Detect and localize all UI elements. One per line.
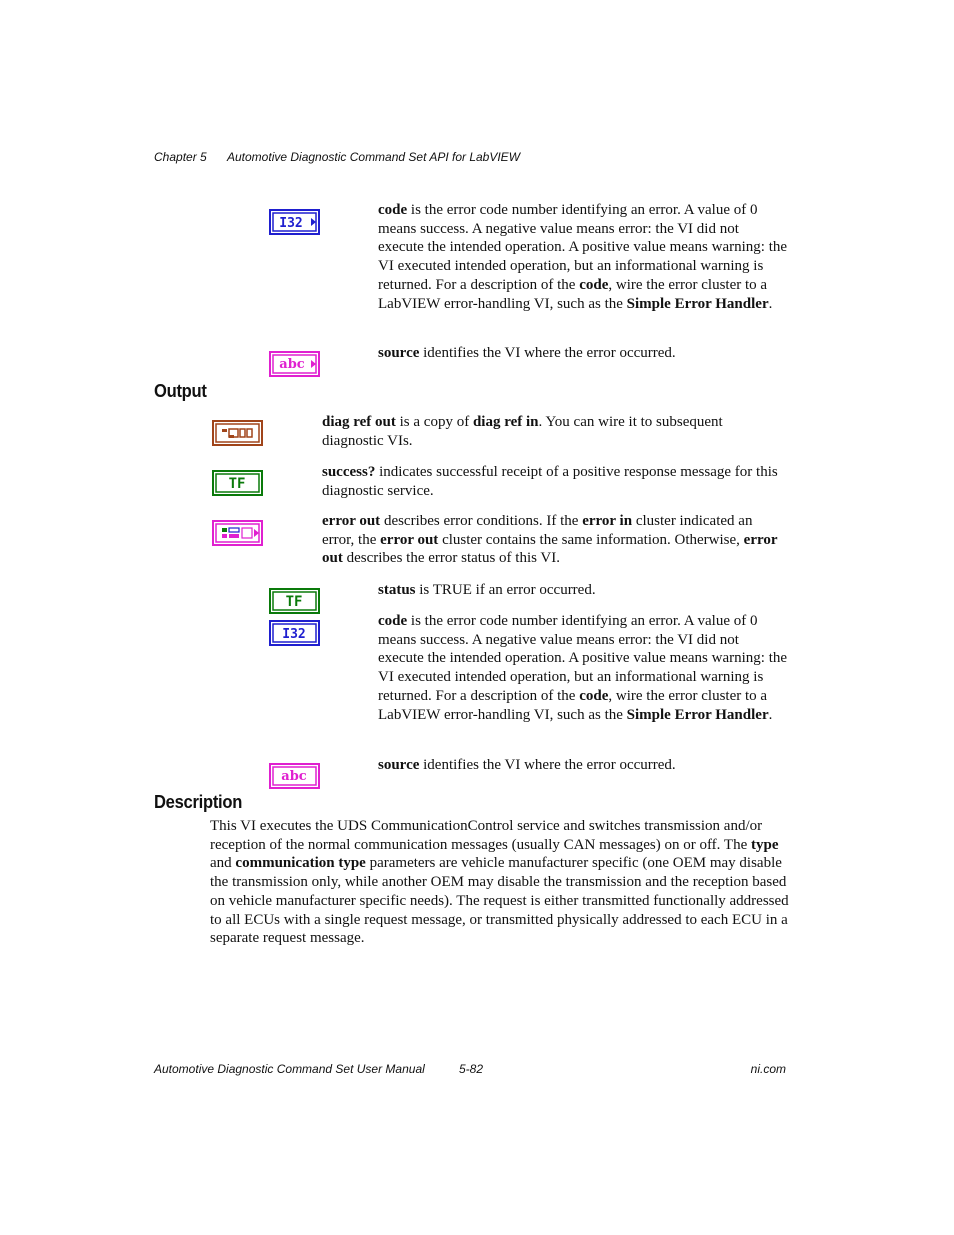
param-name: code — [378, 613, 408, 629]
vi-ref: Simple Error Handler — [626, 706, 769, 723]
description-body — [210, 817, 790, 948]
footer-website: ni.com — [750, 1062, 786, 1076]
code-description — [378, 201, 788, 313]
text-run: is the error code number identifying an error. A value of 0 means success. A negative value means error: the VI did not execute the intended operation. A positive value means warning: the VI executed intended operation, but an informational warning is returned. For a description of the — [378, 613, 788, 704]
footer-manual-title: Automotive Diagnostic Command Set User Manual — [154, 1062, 425, 1076]
error-out-description — [322, 512, 788, 568]
text-run: indicates successful receipt of a positive response message for this diagnostic service. — [322, 464, 778, 499]
icon-label: TF — [285, 594, 303, 610]
param-name: source — [378, 757, 420, 773]
boolean-icon — [212, 470, 263, 496]
text-run: This VI executes the UDS CommunicationControl service and switches transmission and/or reception of the normal communication messages (usually CAN messages) on or off. The — [210, 818, 763, 853]
section-heading-description: Description — [154, 792, 243, 812]
text-run: and — [210, 855, 236, 872]
running-header-title: Automotive Diagnostic Command Set API for LabVIEW — [227, 150, 521, 164]
error-cluster-icon — [212, 520, 263, 546]
text-run: identifies the VI where the error occurred. — [419, 345, 676, 361]
param-name: error out — [322, 513, 381, 529]
footer-page-number: 5-82 — [459, 1062, 484, 1076]
text-run: is TRUE if an error occurred. — [415, 582, 596, 598]
param-ref: error out — [380, 531, 439, 548]
section-heading-output: Output — [154, 381, 207, 401]
param-ref: type — [750, 836, 779, 853]
string-icon — [269, 351, 320, 377]
text-run: cluster contains the same information. Otherwise, — [438, 531, 744, 548]
text-run: identifies the VI where the error occurred. — [419, 757, 676, 773]
text-run: describes the error status of this VI. — [342, 550, 561, 567]
param-ref: diag ref in — [472, 414, 539, 430]
param-name: status — [378, 582, 416, 598]
boolean-icon — [269, 588, 320, 614]
text-run: describes error conditions. If the — [380, 513, 583, 529]
icon-label: I32 — [282, 627, 306, 642]
source-description — [378, 756, 788, 775]
i32-numeric-icon — [269, 620, 320, 646]
param-ref: communication type — [235, 855, 366, 872]
text-run: is a copy of — [395, 414, 473, 430]
text-run: . — [768, 706, 773, 723]
status-description — [378, 581, 788, 600]
param-name: success? — [322, 464, 376, 480]
icon-label: I32 — [279, 216, 303, 231]
code-description — [378, 612, 788, 724]
success-description — [322, 463, 788, 500]
cluster-refnum-icon — [212, 420, 263, 446]
text-run: , wire the error cluster to a LabVIEW error-handling VI, such as the — [378, 687, 768, 723]
string-icon — [269, 763, 320, 789]
param-name: diag ref out — [322, 414, 396, 430]
param-ref: error out — [322, 531, 778, 567]
vi-ref: Simple Error Handler — [626, 295, 769, 312]
param-name: code — [378, 202, 408, 218]
source-description — [378, 344, 788, 363]
text-run: cluster indicated an error, the — [322, 513, 753, 548]
i32-numeric-icon — [269, 209, 320, 235]
text-run: . You can wire it to subsequent diagnostic VIs. — [322, 414, 723, 449]
text-run: , wire the error cluster to a LabVIEW error-handling VI, such as the — [378, 276, 768, 312]
text-run: is the error code number identifying an error. A value of 0 means success. A negative value means error: the VI did not execute the intended operation. A positive value means warning: the VI executed intended operation, but an informational warning is returned. For a description of the — [378, 202, 788, 293]
param-ref: code — [579, 687, 609, 704]
icon-label: abc — [281, 769, 307, 784]
running-header-chapter: Chapter 5 — [154, 150, 207, 164]
param-name: source — [378, 345, 420, 361]
param-ref: error in — [582, 513, 633, 529]
text-run: . — [768, 295, 773, 312]
icon-label: TF — [228, 476, 246, 492]
param-ref: code — [579, 276, 609, 293]
diag-ref-out-description — [322, 413, 788, 450]
text-run: parameters are vehicle manufacturer specific (one OEM may disable the transmission only, while another OEM may disable the transmission and the reception based on vehicle manufacturer specific needs). The request is either transmitted functionally addressed to all ECUs with a single request message, or transmitted physically addressed to each ECU in a separate request message. — [210, 855, 789, 947]
icon-label: abc — [279, 357, 305, 372]
